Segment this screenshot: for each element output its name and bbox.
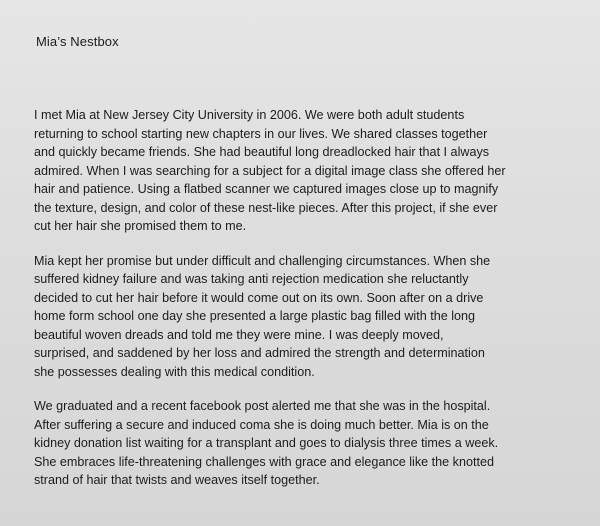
paragraph-3 [34,397,582,490]
paragraph-line: surprised, and saddened by her loss and admired the strength and determination [34,346,485,360]
paragraph-line: cut her hair she promised them to me. [34,219,247,233]
paragraph-line: After suffering a secure and induced coma she is doing much better. Mia is on the [34,417,489,432]
paragraph-1 [34,106,582,236]
paragraph-line: and quickly became friends. She had beautiful long dreadlocked hair that I always [34,145,490,159]
paragraph-line: the texture, design, and color of these nest-like pieces. After this project, if she ever [34,200,498,215]
paragraph-line: she possesses dealing with this medical condition. [34,364,315,379]
paragraph-line: We graduated and a recent facebook post alerted me that she was in the hospital. [34,399,491,413]
paragraph-line: returning to school starting new chapters in our lives. We shared classes together [34,126,488,141]
paragraph-line: admired. When I was searching for a subject for a digital image class she offered her [34,163,506,178]
paragraph-2 [34,252,582,382]
document-body [34,106,582,506]
document-title: Mia’s Nestbox [36,34,119,49]
paragraph-line: She embraces life-threatening challenges with grace and elegance like the knotted [34,454,494,469]
paragraph-line: suffered kidney failure and was taking anti rejection medication she reluctantly [34,272,469,286]
paragraph-line: decided to cut her hair before it would come out on its own. Soon after on a drive [34,290,484,305]
paragraph-line: home form school one day she presented a large plastic bag filled with the long [34,309,476,323]
paragraph-line: strand of hair that twists and weaves itself together. [34,473,320,487]
paragraph-line: kidney donation list waiting for a transplant and goes to dialysis three times a week. [34,436,499,450]
paragraph-line: Mia kept her promise but under difficult and challenging circumstances. When she [34,253,491,268]
paragraph-line: beautiful woven dreads and told me they were mine. I was deeply moved, [34,327,444,342]
paragraph-line: hair and patience. Using a flatbed scanner we captured images close up to magnify [34,182,499,196]
paragraph-line: I met Mia at New Jersey City University in 2006. We were both adult students [34,108,465,122]
